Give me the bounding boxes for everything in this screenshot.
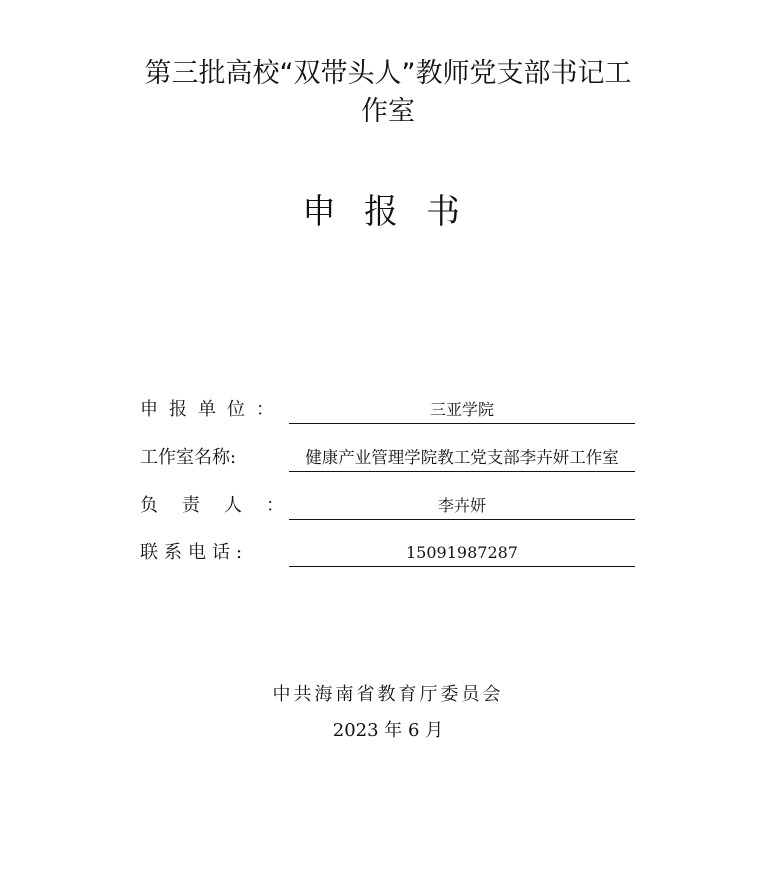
field-value: 李卉妍 xyxy=(289,494,635,520)
document-title xyxy=(60,55,716,131)
field-value: 15091987287 xyxy=(289,541,635,567)
field-label: 联系电话: xyxy=(140,542,249,563)
field-value: 健康产业管理学院教工党支部李卉妍工作室 xyxy=(289,446,635,472)
field-label: 工作室名称: xyxy=(140,447,237,468)
document-title-line2: 作室 xyxy=(361,96,415,127)
field-label: 负责人： xyxy=(140,495,308,516)
field-applicant-unit xyxy=(140,398,640,428)
field-value: 三亚学院 xyxy=(289,398,635,424)
field-person-in-charge xyxy=(140,494,640,524)
field-studio-name xyxy=(140,446,640,476)
issuing-organization: 中共海南省教育厅委员会 xyxy=(272,684,504,705)
field-contact-phone xyxy=(140,541,640,571)
issue-date: 2023 年 6 月 xyxy=(332,720,444,741)
document-subtitle: 申报书 xyxy=(302,192,488,232)
document-title-line1: 第三批高校“双带头人”教师党支部书记工 xyxy=(144,58,632,89)
field-label: 申报单位： xyxy=(140,399,285,420)
